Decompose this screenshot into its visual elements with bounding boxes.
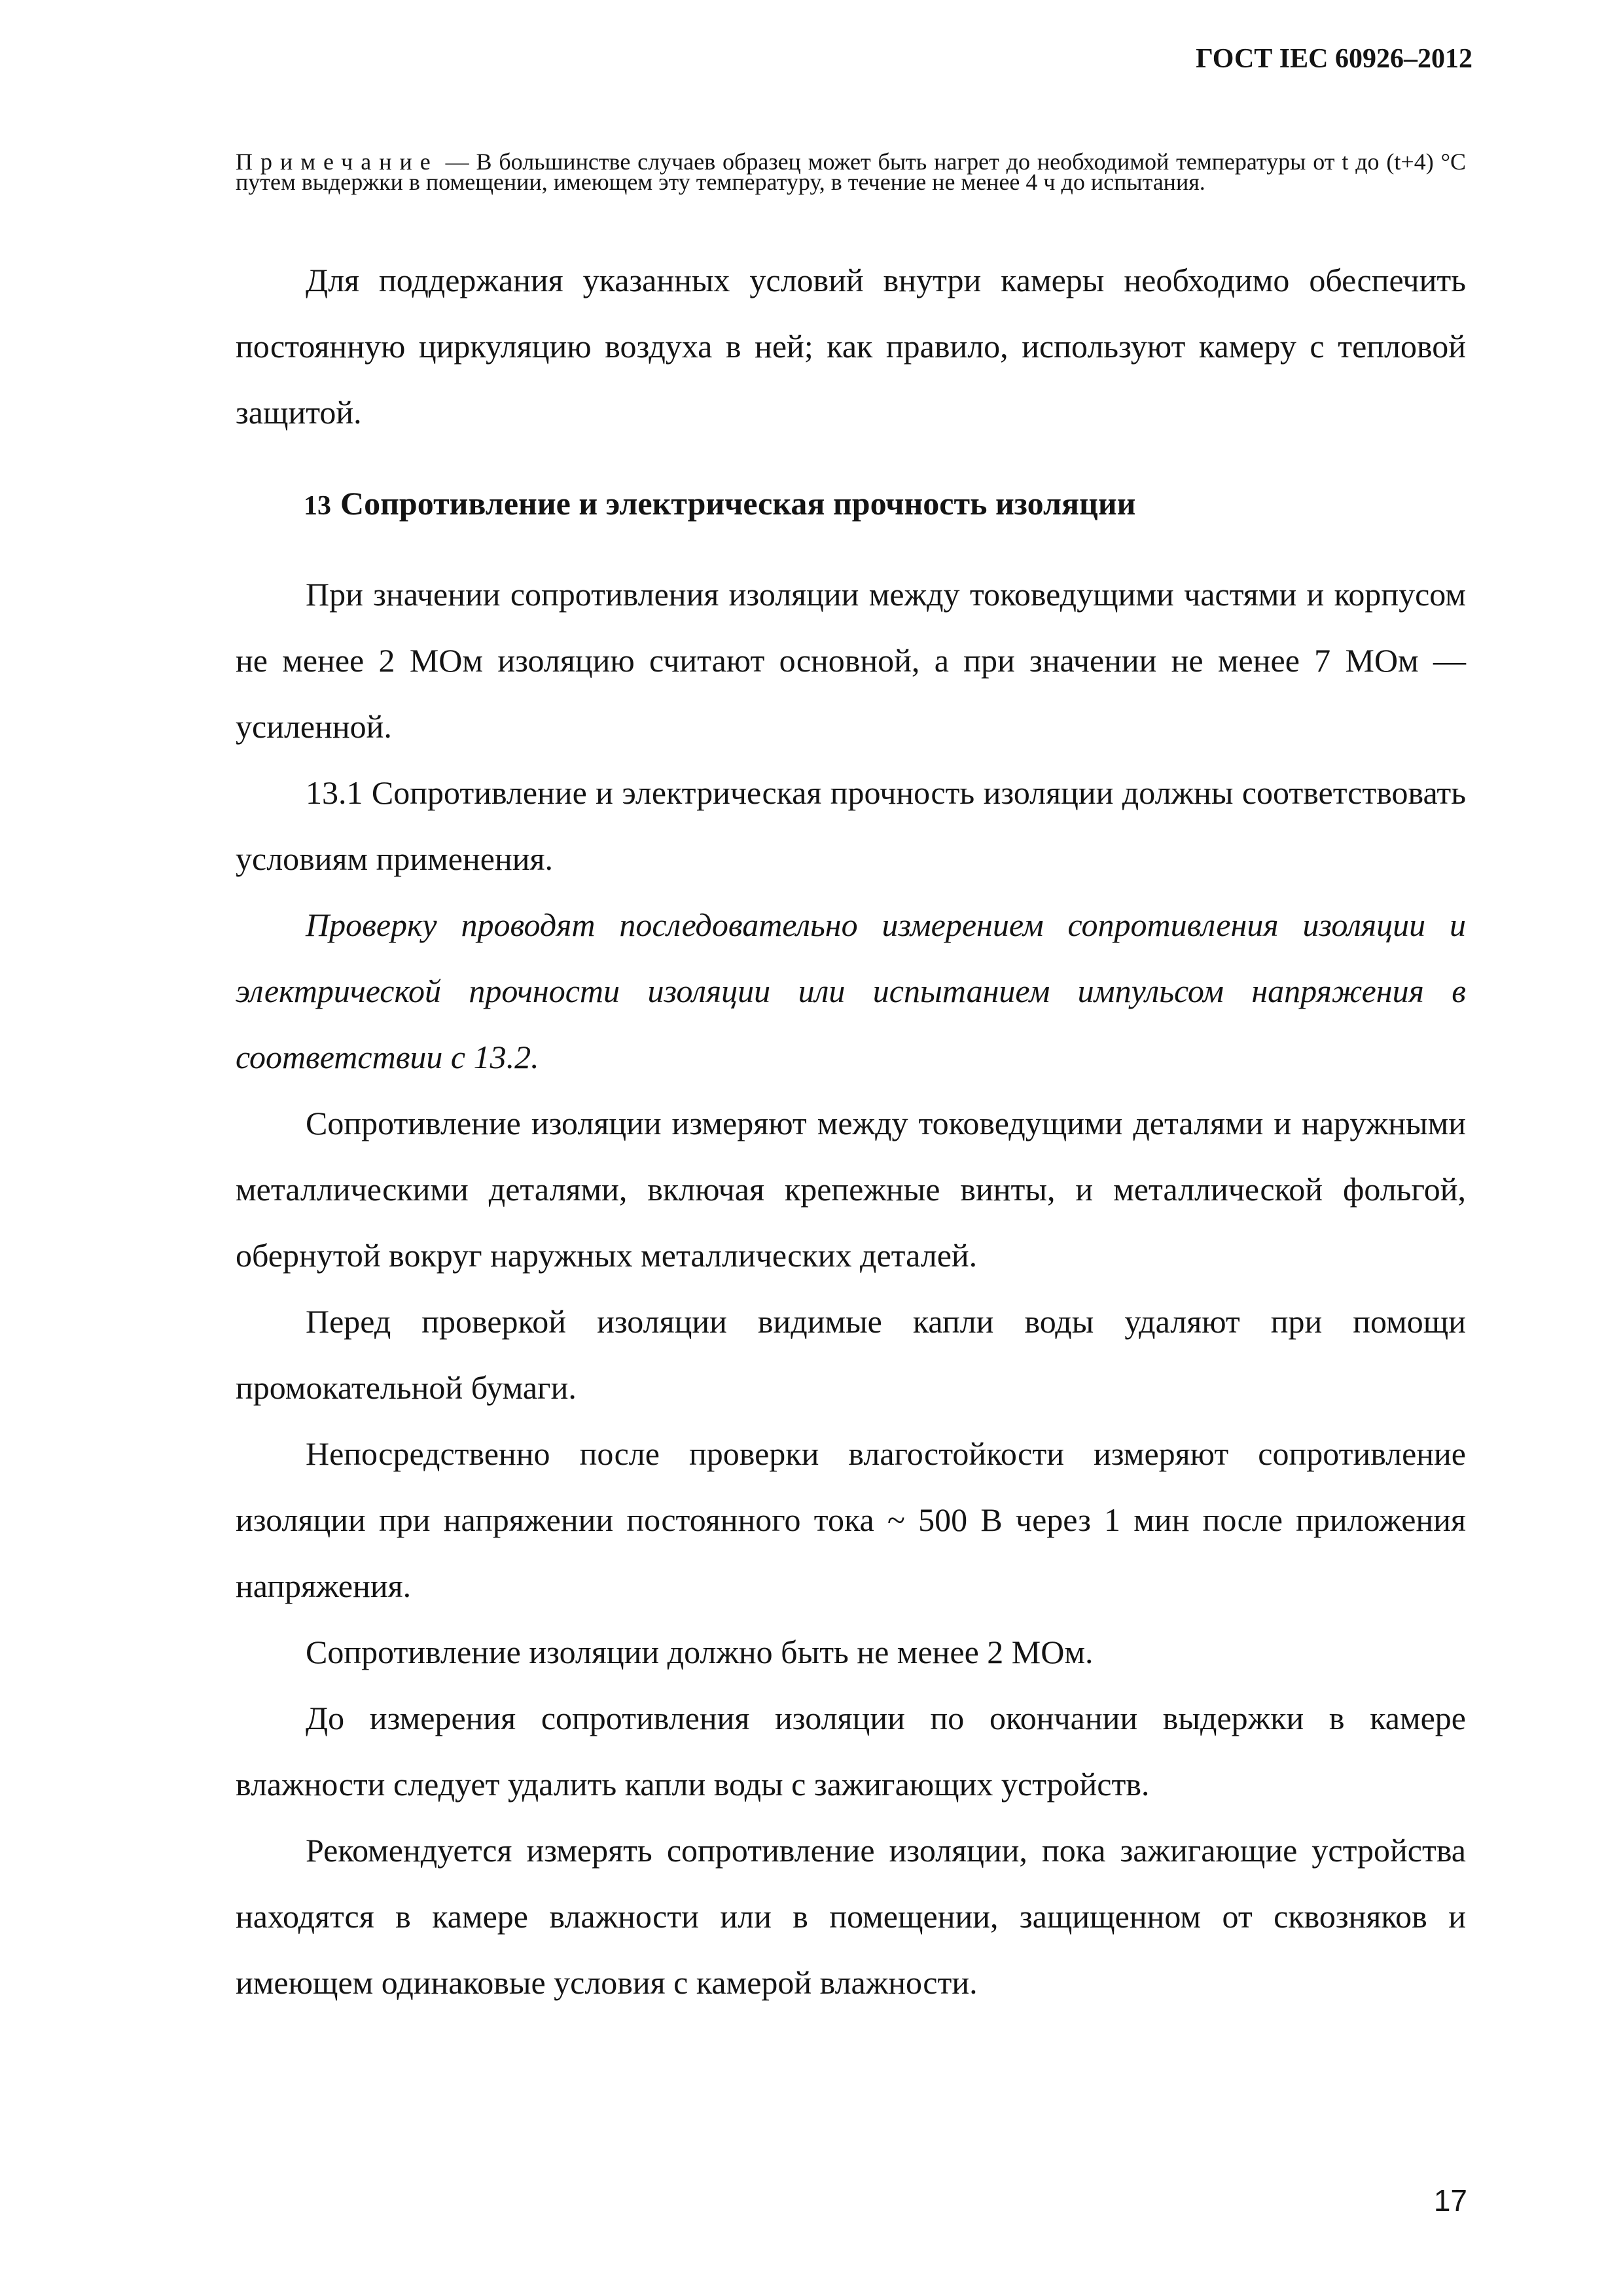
- paragraph: При значении сопротивления изоляции между токоведущими частями и корпусом не менее 2 МОм изоляцию считают основной, а при значении не менее 7 МОм — усиленной.: [236, 576, 1466, 745]
- page-number: 17: [1433, 2183, 1467, 2217]
- section-title: Сопротивление и электрическая прочность изоляции: [340, 485, 1136, 522]
- section-number: 13: [304, 491, 331, 521]
- note-text: — В большинстве случаев образец может быть нагрет до необходимой температуры от t до (t+4) °С путем выдержки в помещении, имеющем эту температуру, в течение не менее 4 ч до испытания.: [236, 149, 1466, 195]
- paragraph: Перед проверкой изоляции видимые капли воды удаляют при помощи промокательной бумаги.: [236, 1303, 1466, 1406]
- paragraph: Рекомендуется измерять сопротивление изоляции, пока зажигающие устройства находятся в камере влажности или в помещении, защищенном от сквозняков и имеющем одинаковые условия с камерой влажности.: [236, 1832, 1466, 2001]
- intro-paragraph-block: [236, 247, 1466, 446]
- section-heading: [304, 484, 1135, 522]
- document-code-header: ГОСТ IEC 60926–2012: [1196, 44, 1472, 74]
- paragraph: Сопротивление изоляции измеряют между токоведущими деталями и наружными металлическими деталями, включая крепежные винты, и металлической фольгой, обернутой вокруг наружных металлических деталей.: [236, 1105, 1466, 1274]
- note-block: [236, 149, 1466, 195]
- paragraph: Непосредственно после проверки влагостойкости измеряют сопротивление изоляции при напряжении постоянного тока ~ 500 В через 1 мин после приложения напряжения.: [236, 1435, 1466, 1604]
- section-body: [236, 562, 1466, 2016]
- paragraph: До измерения сопротивления изоляции по окончании выдержки в камере влажности следует удалить капли воды с зажигающих устройств.: [236, 1700, 1466, 1803]
- paragraph-italic: Проверку проводят последовательно измерением сопротивления изоляции и электрической прочности изоляции или испытанием импульсом напряжения в соответствии с 13.2.: [236, 906, 1466, 1075]
- paragraph: Сопротивление изоляции должно быть не менее 2 МОм.: [306, 1634, 1094, 1670]
- paragraph: 13.1 Сопротивление и электрическая прочность изоляции должны соответствовать условиям применения.: [236, 774, 1466, 877]
- intro-paragraph: Для поддержания указанных условий внутри камеры необходимо обеспечить постоянную циркуляцию воздуха в ней; как правило, используют камеру с тепловой защитой.: [236, 262, 1466, 431]
- note-label: Примечание: [236, 149, 438, 175]
